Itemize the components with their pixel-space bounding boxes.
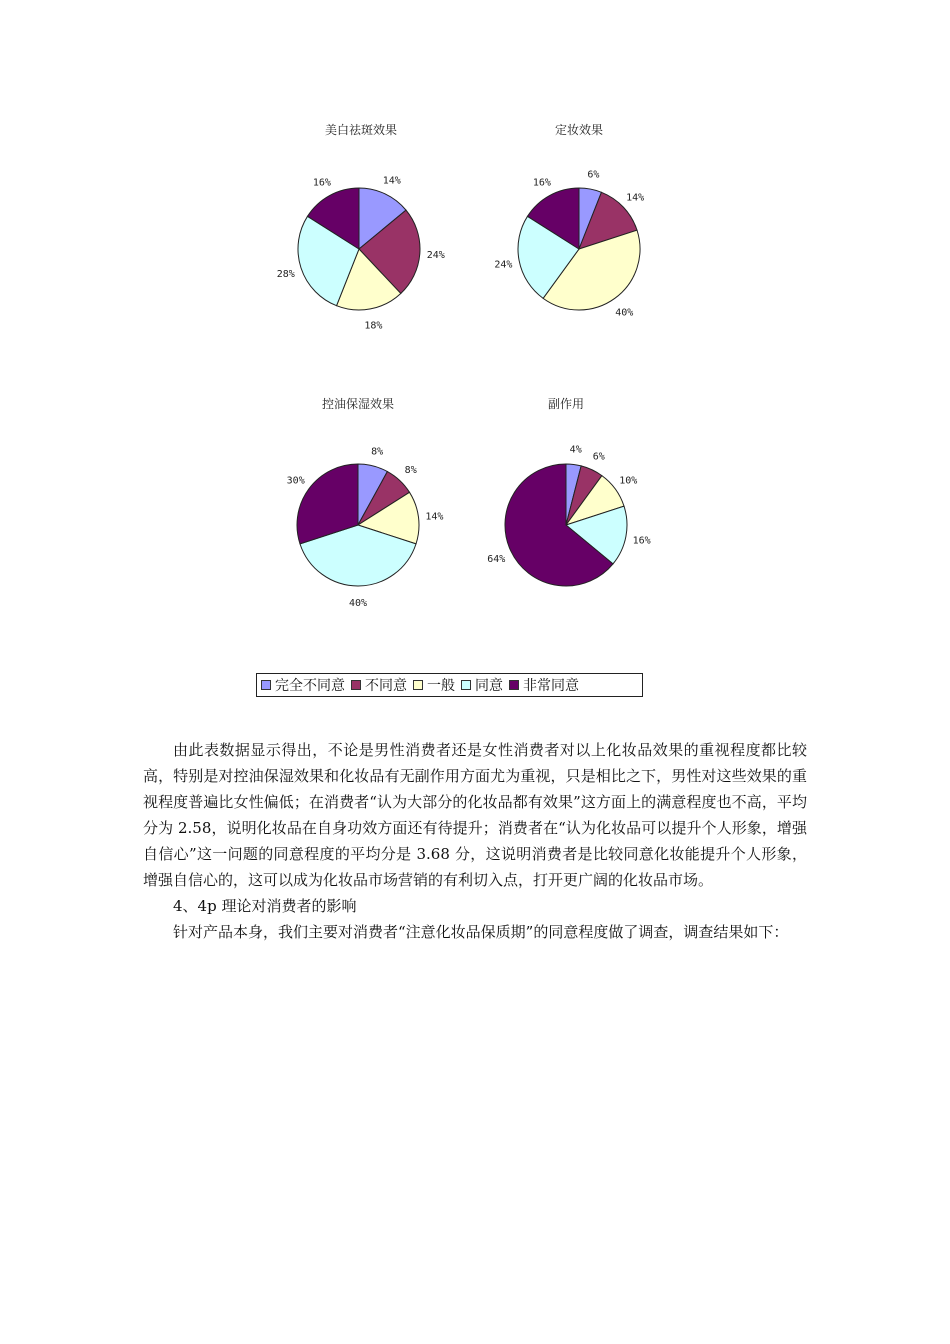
legend-item-agree: [461, 675, 503, 695]
slice-label: 14%: [626, 192, 645, 204]
intro-paragraph: 针对产品本身，我们主要对消费者“注意化妆品保质期”的同意程度做了调查，调查结果如下：: [173, 923, 789, 941]
slice-label: 18%: [364, 320, 383, 332]
slice-label: 8%: [404, 464, 417, 476]
chart-title: 美白祛斑效果: [324, 123, 398, 137]
slice-label: 24%: [494, 259, 513, 271]
slice-label: 6%: [587, 169, 600, 181]
slice-label: 16%: [632, 535, 651, 547]
legend-item-strongly-disagree: [261, 675, 345, 695]
legend-swatch: [509, 680, 519, 690]
legend-swatch: [413, 680, 423, 690]
pie-chart: [277, 122, 445, 332]
slice-label: 10%: [619, 475, 638, 487]
slice-label: 40%: [348, 598, 368, 609]
chart-title: 副作用: [547, 397, 585, 411]
slice-label: 4%: [569, 444, 582, 456]
pie-chart: [287, 396, 444, 609]
slice-label: 24%: [426, 249, 445, 261]
slice-label: 8%: [371, 446, 384, 458]
slice-label: 30%: [286, 475, 305, 487]
slice-label: 14%: [382, 175, 401, 187]
legend-item-strongly-agree: [509, 675, 579, 695]
slice-label: 16%: [532, 177, 551, 189]
slice-label: 40%: [615, 307, 634, 319]
legend-swatch: [261, 680, 271, 690]
slice-label: 6%: [592, 451, 605, 463]
section-heading: 4、4p 理论对消费者的影响: [173, 897, 357, 915]
legend-label: 不同意: [365, 678, 407, 694]
document-body: [143, 737, 807, 945]
legend-item-neutral: [413, 675, 455, 695]
chart-title: 控油保湿效果: [321, 397, 395, 411]
legend-swatch: [351, 680, 361, 690]
pie-chart: [487, 397, 650, 586]
legend-label: 非常同意: [523, 678, 579, 694]
chart-legend: [256, 673, 643, 697]
legend-label: 一般: [427, 678, 455, 694]
slice-label: 14%: [425, 511, 444, 523]
pie-chart: [494, 122, 644, 318]
slice-label: 16%: [312, 177, 331, 189]
legend-item-disagree: [351, 675, 407, 695]
chart-title: 定妆效果: [554, 123, 604, 137]
slice-label: 28%: [276, 268, 295, 280]
slice-label: 64%: [487, 553, 506, 565]
legend-label: 同意: [475, 678, 503, 694]
legend-swatch: [461, 680, 471, 690]
analysis-paragraph: 由此表数据显示得出，不论是男性消费者还是女性消费者对以上化妆品效果的重视程度都比较高，特别是对控油保湿效果和化妆品有无副作用方面尤为重视，只是相比之下，男性对这些效果的重视程度普遍比女性偏低；在消费者“认为大部分的化妆品都有效果”这方面上的满意程度也不高，平均分为 2.58，说明化妆品在自身功效方面还有待提升；消费者在“认为化妆品可以提升个人形象，增强自信心”这一问题的同意程度的平均分是 3.68 分，这说明消费者是比较同意化妆能提升个人形象，增强自信心的，这可以成为化妆品市场营销的有利切入点，打开更广阔的化妆品市场。: [143, 741, 807, 889]
legend-label: 完全不同意: [275, 678, 345, 694]
